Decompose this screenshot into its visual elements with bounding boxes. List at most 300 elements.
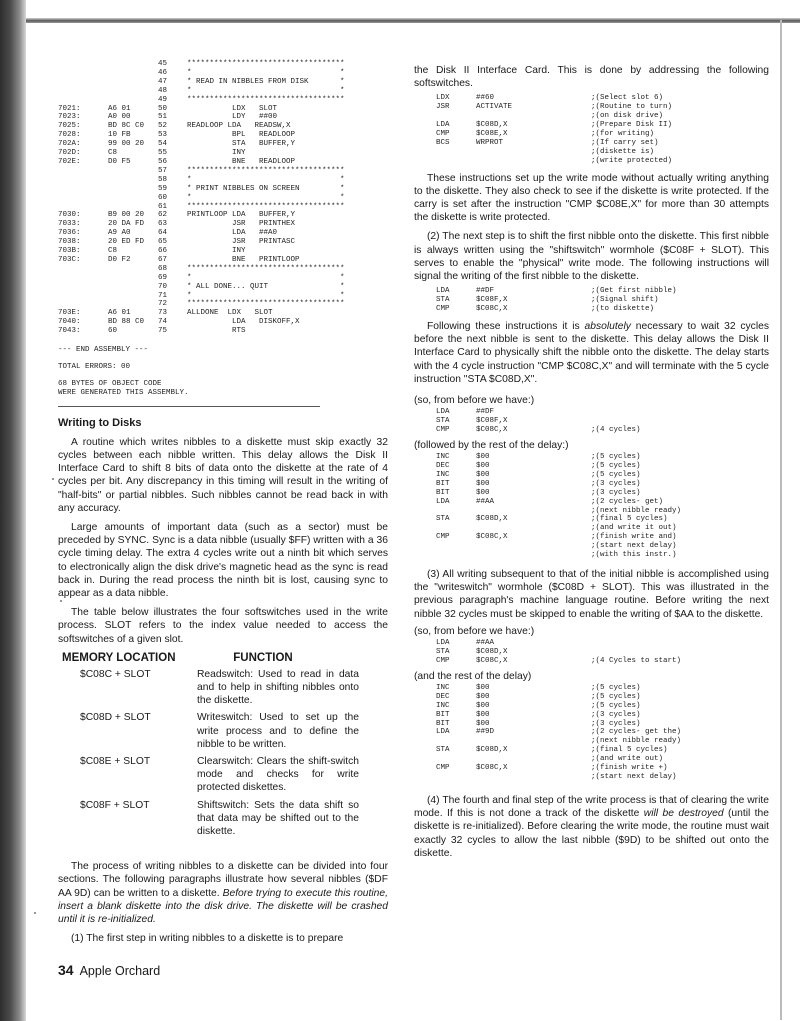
listing-row bbox=[58, 238, 345, 247]
wait-text-c: necessary to wait 32 cycles before the next nibble is sent to the diskette. This delay allows the Disk II Interface Card to physically shift the nibble onto the diskette. The delay starts with the 4 cycle instruction "CMP $C08C,X" and will terminate with the 5 cycle instruction "STA $C08D,X". bbox=[414, 321, 769, 385]
listing-address: 7030: bbox=[58, 211, 81, 220]
listing-address: 702D: bbox=[58, 149, 81, 158]
code-comment: ;(5 cycles) bbox=[591, 701, 641, 710]
code-line bbox=[436, 130, 769, 139]
opcode: LDA bbox=[436, 121, 450, 130]
listing-address bbox=[58, 292, 108, 301]
listing-line-number: 55 bbox=[158, 149, 168, 158]
listing-bytes bbox=[108, 69, 158, 78]
operand: ##AA bbox=[476, 639, 495, 648]
operand: $00 bbox=[476, 479, 490, 488]
listing-line-number: 49 bbox=[158, 95, 168, 104]
page-number: 34 bbox=[58, 962, 74, 978]
opcode: INC bbox=[436, 453, 450, 462]
listing-address bbox=[58, 87, 108, 96]
listing-row bbox=[58, 292, 345, 301]
listing-bytes bbox=[108, 274, 158, 283]
operand: $00 bbox=[476, 683, 490, 692]
listing-line-number: 54 bbox=[158, 140, 168, 149]
code-comment: ;(2 cycles- get) bbox=[591, 497, 664, 506]
listing-source: STA BUFFER,Y bbox=[187, 140, 296, 149]
code-comment: ;(finish write +) bbox=[591, 764, 668, 773]
softswitch-row bbox=[58, 711, 388, 751]
listing-address: 7033: bbox=[58, 220, 81, 229]
listing-address: 7023: bbox=[58, 113, 81, 122]
operand: ##60 bbox=[476, 94, 495, 103]
code-line bbox=[436, 94, 769, 103]
listing-source: LDY ##00 bbox=[187, 113, 278, 122]
opcode: LDA bbox=[436, 728, 450, 737]
label-rest-of-delay: (and the rest of the delay) bbox=[414, 670, 532, 682]
switch-function: Readswitch: Used to read in data and to help in shifting nibbles onto the diskette. bbox=[197, 668, 359, 707]
operand: $C08C,X bbox=[476, 305, 508, 314]
listing-row bbox=[58, 185, 345, 194]
code-line bbox=[436, 764, 769, 773]
code-comment: ;(Get first nibble) bbox=[591, 287, 677, 296]
code-line bbox=[436, 480, 769, 489]
listing-line-number: 51 bbox=[158, 113, 168, 122]
listing-row bbox=[58, 122, 345, 131]
listing-address bbox=[58, 203, 108, 212]
opcode bbox=[436, 773, 476, 782]
opcode: INC bbox=[436, 683, 450, 692]
bytes-generated-line-1: 68 BYTES OF OBJECT CODE bbox=[58, 379, 162, 388]
listing-bytes: D0 F5 bbox=[108, 157, 131, 166]
memory-location: $C08F + SLOT bbox=[80, 799, 150, 811]
operand bbox=[476, 542, 591, 551]
paragraph-continued: the Disk II Interface Card. This is done by addressing the following softswitches. bbox=[414, 65, 769, 90]
operand: $C08E,X bbox=[476, 130, 508, 139]
code-comment: ;(next nibble ready) bbox=[591, 737, 682, 746]
listing-source: JSR PRINTHEX bbox=[187, 220, 296, 229]
end-assembly-line: --- END ASSEMBLY --- bbox=[58, 346, 149, 355]
code-line bbox=[436, 684, 769, 693]
code-comment: ;(3 cycles) bbox=[591, 488, 641, 497]
listing-bytes bbox=[108, 203, 158, 212]
code-line bbox=[436, 693, 769, 702]
code-comment: ;(diskette is) bbox=[591, 147, 655, 156]
code-comment: ;(start next delay) bbox=[591, 773, 677, 782]
listing-line-number: 64 bbox=[158, 229, 168, 238]
code-comment: ;(4 cycles) bbox=[591, 426, 641, 435]
listing-row bbox=[58, 220, 345, 229]
operand: $C08D,X bbox=[476, 121, 508, 130]
code-comment bbox=[591, 639, 769, 648]
opcode: INC bbox=[436, 470, 450, 479]
listing-row bbox=[58, 318, 345, 327]
code-line bbox=[436, 737, 769, 746]
listing-row bbox=[58, 309, 345, 318]
label-followed-by: (followed by the rest of the delay:) bbox=[414, 439, 569, 451]
code-line bbox=[436, 417, 769, 426]
code-comment: ;(finish write and) bbox=[591, 533, 677, 542]
listing-row bbox=[58, 265, 345, 274]
warning-italic-text: Before trying to execute this routine, insert a blank diskette into the disk drive. The diskette will be crashed until it is re-initialized. bbox=[58, 887, 388, 926]
code-line bbox=[436, 287, 769, 296]
listing-row bbox=[58, 211, 345, 220]
code-line bbox=[436, 408, 769, 417]
listing-line-number: 69 bbox=[158, 273, 168, 282]
right-column bbox=[414, 64, 769, 860]
listing-source: *********************************** bbox=[187, 202, 345, 211]
listing-bytes bbox=[108, 283, 158, 292]
publication-name: Apple Orchard bbox=[79, 964, 161, 978]
listing-source: * PRINT NIBBLES ON SCREEN * bbox=[187, 184, 345, 193]
code-line bbox=[436, 296, 769, 305]
listing-address: 7021: bbox=[58, 104, 81, 113]
listing-row bbox=[58, 87, 345, 96]
listing-source: *********************************** bbox=[187, 264, 345, 273]
opcode: LDX bbox=[436, 94, 450, 103]
listing-bytes bbox=[108, 60, 158, 69]
paragraph-softswitches: The table below illustrates the four softswitches used in the write process. SLOT refers to the index value needed to access the softswitches of a given slot. bbox=[58, 607, 388, 645]
listing-source: INY bbox=[187, 149, 246, 158]
opcode bbox=[436, 148, 476, 157]
operand: $00 bbox=[476, 488, 490, 497]
code-comment: ;(final 5 cycles) bbox=[591, 746, 668, 755]
listing-row bbox=[58, 140, 345, 149]
listing-address: 703B: bbox=[58, 247, 81, 256]
top-border-rule bbox=[26, 18, 800, 23]
listing-row bbox=[58, 60, 345, 69]
listing-address bbox=[58, 185, 108, 194]
opcode: BIT bbox=[436, 488, 450, 497]
listing-bytes: C8 bbox=[108, 149, 118, 158]
listing-line-number: 71 bbox=[158, 291, 168, 300]
listing-line-number: 58 bbox=[158, 175, 168, 184]
listing-source: LDX SLOT bbox=[187, 104, 278, 113]
listing-address: 702E: bbox=[58, 157, 81, 166]
code-comment: ;(5 cycles) bbox=[591, 462, 641, 471]
listing-bytes: A9 A0 bbox=[108, 229, 131, 238]
listing-row bbox=[58, 158, 345, 167]
listing-address bbox=[58, 300, 108, 309]
listing-bytes: 99 00 20 bbox=[108, 140, 145, 149]
operand: $C08C,X bbox=[476, 656, 508, 665]
listing-address: 7025: bbox=[58, 122, 81, 131]
listing-bytes bbox=[108, 194, 158, 203]
listing-address: 702A: bbox=[58, 140, 81, 149]
listing-address: 7038: bbox=[58, 238, 81, 247]
operand: ##DF bbox=[476, 287, 495, 296]
code-comment: ;(5 cycles) bbox=[591, 470, 641, 479]
operand bbox=[476, 773, 591, 782]
listing-bytes bbox=[108, 78, 158, 87]
code-comment: ;(3 cycles) bbox=[591, 710, 641, 719]
operand bbox=[476, 157, 591, 166]
listing-row bbox=[58, 229, 345, 238]
code-block-recap-1 bbox=[436, 408, 769, 435]
listing-bytes bbox=[108, 176, 158, 185]
listing-line-number: 50 bbox=[158, 104, 168, 113]
opcode: STA bbox=[436, 746, 450, 755]
code-line bbox=[436, 755, 769, 764]
listing-source: * * bbox=[187, 86, 345, 95]
paragraph-timing: A routine which writes nibbles to a diskette must skip exactly 32 cycles between each nibble written. This delay allows the Disk II Interface Card to shift 8 bits of data onto the diskette at the rate of 4 cycles per bit. Any discrepancy in this timing will result in the writing of "half-bits" or partial nibbles. Such nibbles cannot be read back in with any accuracy. bbox=[58, 436, 388, 514]
total-errors-line: TOTAL ERRORS: 00 bbox=[58, 363, 131, 371]
code-comment: ;(and write out) bbox=[591, 755, 664, 764]
paragraph-wait bbox=[414, 320, 769, 386]
opcode: DEC bbox=[436, 462, 450, 471]
listing-source: INY bbox=[187, 247, 246, 256]
opcode: CMP bbox=[436, 130, 450, 139]
paragraph-step-3: (3) All writing subsequent to that of the initial nibble is accomplished using the "writeswitch" wormhole ($C08D + SLOT). This was illustrated in the previous paragraph's machine language routine. Before writing the next nibble 32 cycles must be skipped to enable the writing of $AA to the diskette. bbox=[414, 569, 769, 620]
listing-source: LDA DISKOFF,X bbox=[187, 318, 300, 327]
step4-text-italic: will be destroyed bbox=[643, 808, 724, 820]
listing-bytes: B9 00 20 bbox=[108, 211, 145, 220]
operand: $C08F,X bbox=[476, 296, 508, 305]
listing-line-number: 67 bbox=[158, 255, 168, 264]
paragraph-setup: These instructions set up the write mode without actually writing anything to the diskette. They also check to see if the diskette is write protected. If the carry is set after the instruction "CMP $C08E,X" for more than 30 attempts the diskette is write protected. bbox=[414, 172, 769, 224]
code-comment: ;(Signal shift) bbox=[591, 296, 659, 305]
opcode bbox=[436, 112, 476, 121]
listing-line-number: 45 bbox=[158, 60, 168, 68]
operand bbox=[476, 755, 591, 764]
listing-bytes bbox=[108, 292, 158, 301]
code-line bbox=[436, 305, 769, 314]
opcode: CMP bbox=[436, 426, 450, 435]
code-comment: ;(start next delay) bbox=[591, 542, 677, 551]
opcode: BIT bbox=[436, 710, 450, 719]
operand: $00 bbox=[476, 453, 490, 462]
code-comment: ;(for writing) bbox=[591, 130, 655, 139]
listing-source: PRINTLOOP LDA BUFFER,Y bbox=[187, 211, 296, 220]
listing-row bbox=[58, 96, 345, 105]
listing-line-number: 72 bbox=[158, 300, 168, 309]
operand bbox=[476, 551, 591, 560]
operand: ##9D bbox=[476, 728, 495, 737]
code-comment: ;(5 cycles) bbox=[591, 453, 641, 462]
listing-row bbox=[58, 113, 345, 122]
operand: $00 bbox=[476, 692, 490, 701]
section-title: Writing to Disks bbox=[58, 416, 142, 429]
opcode bbox=[436, 507, 476, 516]
listing-row bbox=[58, 256, 345, 265]
listing-source: JSR PRINTASC bbox=[187, 238, 296, 247]
code-comment: ;(and write it out) bbox=[591, 524, 677, 533]
code-line bbox=[436, 426, 769, 435]
code-line bbox=[436, 148, 769, 157]
code-comment: ;(to diskette) bbox=[591, 305, 655, 314]
code-line bbox=[436, 711, 769, 720]
listing-line-number: 66 bbox=[158, 247, 168, 256]
operand: ##AA bbox=[476, 497, 495, 506]
opcode bbox=[436, 737, 476, 746]
listing-address: 7043: bbox=[58, 327, 81, 336]
opcode: BIT bbox=[436, 479, 450, 488]
listing-source: * * bbox=[187, 68, 345, 77]
operand: $C08D,X bbox=[476, 746, 508, 755]
listing-line-number: 59 bbox=[158, 184, 168, 193]
softswitch-row bbox=[58, 668, 388, 708]
listing-row bbox=[58, 300, 345, 309]
listing-line-number: 73 bbox=[158, 309, 168, 318]
listing-bytes: BD 88 C0 bbox=[108, 318, 145, 327]
code-comment: ;(with this instr.) bbox=[591, 551, 677, 560]
switch-function: Clearswitch: Clears the shift-switch mode and checks for write protected diskettes. bbox=[197, 755, 359, 794]
listing-row bbox=[58, 105, 345, 114]
code-line bbox=[436, 498, 769, 507]
scan-edge-shadow bbox=[0, 0, 26, 1021]
left-column bbox=[58, 60, 388, 945]
code-line bbox=[436, 746, 769, 755]
operand: $C08F,X bbox=[476, 417, 508, 426]
listing-row bbox=[58, 247, 345, 256]
listing-source: BNE READLOOP bbox=[187, 157, 296, 166]
memory-location: $C08E + SLOT bbox=[80, 755, 151, 767]
right-border-rule bbox=[780, 20, 782, 1020]
listing-row bbox=[58, 327, 345, 336]
operand: $C08D,X bbox=[476, 515, 508, 524]
listing-bytes: C8 bbox=[108, 247, 118, 256]
code-comment: ;(2 cycles- get the) bbox=[591, 728, 682, 737]
operand: $00 bbox=[476, 719, 490, 728]
opcode: CMP bbox=[436, 656, 450, 665]
code-comment: ;(5 cycles) bbox=[591, 692, 641, 701]
listing-line-number: 52 bbox=[158, 122, 168, 131]
operand bbox=[476, 737, 591, 746]
switch-function: Shiftswitch: Sets the data shift so that data may be shifted out to the diskette. bbox=[197, 799, 359, 837]
listing-address bbox=[58, 176, 108, 185]
code-line bbox=[436, 507, 769, 516]
listing-address: 703C: bbox=[58, 255, 81, 264]
operand: $C08C,X bbox=[476, 764, 508, 773]
wait-text-italic: absolutely bbox=[584, 321, 631, 332]
process-text: The process of writing nibbles to a diskette can be divided into four sections. The following paragraphs illustrate how several nibbles ($DF AA 9D) can be written to a diskette. bbox=[58, 861, 388, 899]
opcode: STA bbox=[436, 296, 450, 305]
listing-bytes bbox=[108, 96, 158, 105]
opcode: STA bbox=[436, 647, 450, 656]
listing-source: BNE PRINTLOOP bbox=[187, 255, 300, 264]
listing-source: * * bbox=[187, 193, 345, 202]
function-header: FUNCTION bbox=[233, 651, 293, 664]
listing-line-number: 70 bbox=[158, 282, 168, 291]
listing-address bbox=[58, 96, 108, 105]
code-line bbox=[436, 515, 769, 524]
listing-source: *********************************** bbox=[187, 60, 345, 68]
opcode: CMP bbox=[436, 533, 450, 542]
code-block-prepare bbox=[436, 94, 769, 165]
code-comment: ;(4 Cycles to start) bbox=[591, 656, 682, 665]
assembly-listing bbox=[58, 60, 345, 336]
opcode: LDA bbox=[436, 287, 450, 296]
code-comment: ;(Prepare Disk II) bbox=[591, 121, 673, 130]
code-line bbox=[436, 728, 769, 737]
operand bbox=[476, 524, 591, 533]
softswitch-table bbox=[58, 668, 388, 838]
listing-row bbox=[58, 167, 345, 176]
listing-row bbox=[58, 131, 345, 140]
paragraph-step-4 bbox=[414, 794, 769, 860]
opcode bbox=[436, 551, 476, 560]
listing-row bbox=[58, 149, 345, 158]
softswitch-row bbox=[58, 799, 388, 839]
code-line bbox=[436, 648, 769, 657]
paragraph-step-1: (1) The first step in writing nibbles to a diskette is to prepare bbox=[71, 933, 344, 945]
operand: WRPROT bbox=[476, 138, 504, 147]
scan-speck bbox=[52, 478, 54, 480]
code-line bbox=[436, 471, 769, 480]
listing-line-number: 48 bbox=[158, 86, 168, 95]
opcode: LDA bbox=[436, 497, 450, 506]
listing-line-number: 53 bbox=[158, 131, 168, 140]
listing-line-number: 74 bbox=[158, 318, 168, 327]
softswitch-table-header bbox=[62, 652, 388, 664]
code-comment: ;(write protected) bbox=[591, 156, 673, 165]
page-footer bbox=[58, 962, 160, 978]
listing-line-number: 63 bbox=[158, 220, 168, 229]
softswitch-row bbox=[58, 755, 388, 795]
code-line bbox=[436, 524, 769, 533]
opcode: LDA bbox=[436, 408, 450, 417]
listing-row bbox=[58, 78, 345, 87]
listing-source: * ALL DONE... QUIT * bbox=[187, 282, 345, 291]
label-so-from-before-2: (so, from before we have:) bbox=[414, 625, 535, 637]
listing-bytes: 20 DA FD bbox=[108, 220, 145, 229]
operand: $00 bbox=[476, 701, 490, 710]
opcode: STA bbox=[436, 515, 450, 524]
listing-address: 7036: bbox=[58, 229, 81, 238]
memory-location: $C08C + SLOT bbox=[80, 668, 151, 680]
code-comment: ;(Select slot 6) bbox=[591, 94, 664, 103]
listing-bytes bbox=[108, 300, 158, 309]
operand: $00 bbox=[476, 710, 490, 719]
listing-bytes: BD 8C C0 bbox=[108, 122, 145, 131]
paragraph-process bbox=[58, 860, 388, 926]
listing-row bbox=[58, 69, 345, 78]
listing-source: ALLDONE LDX SLOT bbox=[187, 309, 273, 318]
listing-address bbox=[58, 194, 108, 203]
listing-line-number: 61 bbox=[158, 202, 168, 211]
code-line bbox=[436, 121, 769, 130]
listing-line-number: 47 bbox=[158, 77, 168, 86]
operand: ##DF bbox=[476, 408, 495, 417]
step4-text-c: (until the diskette is re-initialized). Before clearing the write mode, the routine must wait exactly 32 cycles to allow the last nibble ($9D) to be shifted out onto the diskette. bbox=[414, 808, 769, 859]
listing-source: *********************************** bbox=[187, 166, 345, 175]
listing-row bbox=[58, 194, 345, 203]
listing-address: 7028: bbox=[58, 131, 81, 140]
code-line bbox=[436, 657, 769, 666]
code-comment: ;(5 cycles) bbox=[591, 683, 641, 692]
listing-row bbox=[58, 203, 345, 212]
opcode bbox=[436, 524, 476, 533]
listing-source: LDA ##A0 bbox=[187, 229, 278, 238]
listing-line-number: 56 bbox=[158, 157, 168, 166]
operand bbox=[476, 507, 591, 516]
listing-row bbox=[58, 176, 345, 185]
opcode: STA bbox=[436, 417, 450, 426]
listing-source: *********************************** bbox=[187, 95, 345, 104]
opcode: BIT bbox=[436, 719, 450, 728]
code-line bbox=[436, 112, 769, 121]
listing-bytes: 10 FB bbox=[108, 131, 131, 140]
code-line bbox=[436, 489, 769, 498]
memory-location-header: MEMORY LOCATION bbox=[62, 651, 176, 664]
opcode: BCS bbox=[436, 138, 450, 147]
paragraph-step-2: (2) The next step is to shift the first nibble onto the diskette. This first nibble is always written using the "shiftswitch" wormhole ($C08F + SLOT). This serves to enable the "physical" write mode. The following instructions will signal the writing of the first nibble to the diskette. bbox=[414, 231, 769, 283]
listing-bytes bbox=[108, 185, 158, 194]
code-line bbox=[436, 462, 769, 471]
code-comment: ;(next nibble ready) bbox=[591, 506, 682, 515]
step4-text-a: (4) The fourth and final step of the write process is that of clearing the write mode. If this is not done a track of the diskette bbox=[414, 794, 769, 820]
operand bbox=[476, 112, 591, 121]
code-line bbox=[436, 542, 769, 551]
operand: $00 bbox=[476, 470, 490, 479]
code-line bbox=[436, 551, 769, 560]
listing-bytes bbox=[108, 167, 158, 176]
listing-bytes: 20 ED FD bbox=[108, 238, 145, 247]
listing-address bbox=[58, 283, 108, 292]
